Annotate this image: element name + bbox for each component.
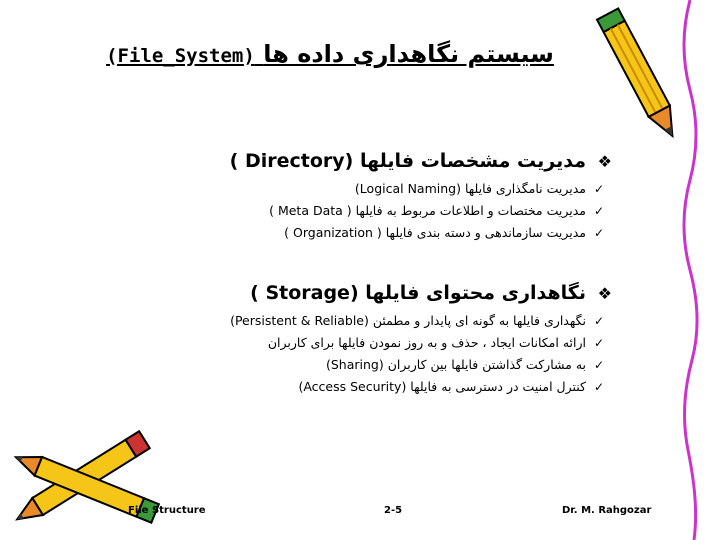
pencil-illustration-icon [595, 0, 685, 150]
section-item-list [230, 178, 612, 244]
slide-title-persian: سیستم نگاهداری داده ها [263, 40, 554, 68]
diamond-bullet-icon: ❖ [597, 152, 612, 171]
section-directory [230, 150, 612, 244]
checkmark-icon: ✓ [593, 182, 605, 196]
list-item [230, 178, 612, 200]
list-item [230, 200, 612, 222]
footer-course-name: File Structure [128, 505, 206, 516]
checkmark-icon: ✓ [593, 380, 605, 394]
checkmark-icon: ✓ [593, 336, 605, 350]
list-item [230, 310, 612, 332]
list-item-text: به مشارکت گذاشتن فایلها بین کاربران (Sharing) [325, 357, 586, 372]
footer-slide-number: 2-5 [384, 505, 403, 516]
list-item-text: مدیریت مختصات و اطلاعات مربوط به فایلها ( Meta Data ) [269, 203, 586, 218]
list-item-text: کنترل امنیت در دسترسی به فایلها (Access Security) [298, 379, 586, 394]
list-item-text: مدیریت نامگذاری فایلها (Logical Naming) [354, 181, 586, 196]
section-storage [230, 282, 612, 398]
section-heading [230, 150, 612, 172]
section-item-list [230, 310, 612, 398]
list-item [230, 376, 612, 398]
slide-title [90, 40, 570, 68]
list-item-text: ارائه امکانات ایجاد ، حذف و به روز نمودن فایلها برای کاربران [267, 335, 586, 350]
checkmark-icon: ✓ [593, 204, 605, 218]
section-heading-text: مدیریت مشخصات فایلها (Directory ) [229, 150, 586, 172]
checkmark-icon: ✓ [593, 226, 605, 240]
checkmark-icon: ✓ [593, 358, 605, 372]
diamond-bullet-icon: ❖ [597, 284, 612, 303]
footer-author: Dr. M. Rahgozar [562, 505, 652, 516]
list-item [230, 354, 612, 376]
list-item [230, 332, 612, 354]
slide-title-english: (File_System) [106, 45, 255, 67]
list-item [230, 222, 612, 244]
section-heading-text: نگاهداری محتوای فایلها (Storage ) [250, 282, 586, 304]
checkmark-icon: ✓ [593, 314, 605, 328]
list-item-text: مدیریت سازماندهی و دسته بندی فایلها ( Organization ) [284, 225, 586, 240]
list-item-text: نگهداری فایلها به گونه ای پایدار و مطمئن (Persistent & Reliable) [230, 313, 586, 328]
section-heading [230, 282, 612, 304]
